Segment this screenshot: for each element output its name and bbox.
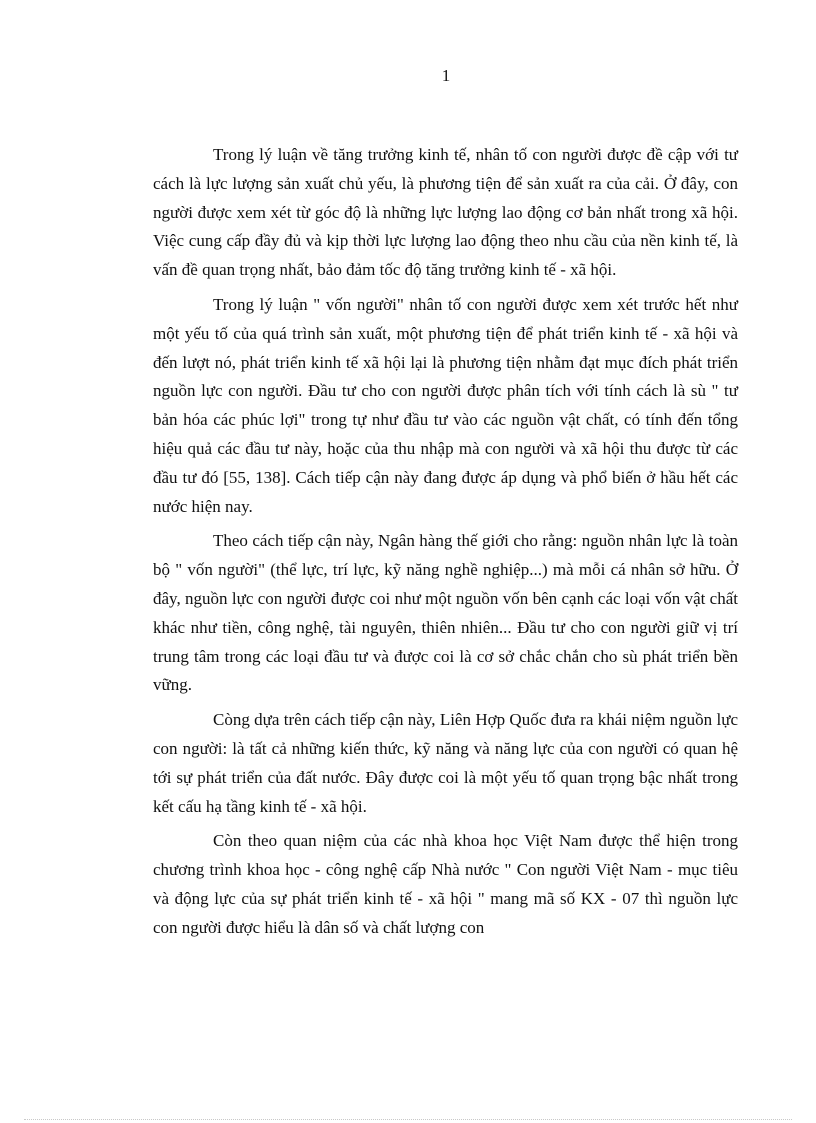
paragraph-3: Theo cách tiếp cận này, Ngân hàng thế giới cho rằng: nguồn nhân lực là toàn bộ " vốn người" (thể lực, trí lực, kỹ năng nghề nghiệp...) mà mỗi cá nhân sở hữu. Ở đây, nguồn lực con người được coi như một nguồn vốn bên cạnh các loại vốn vật chất khác như tiền, công nghệ, tài nguyên, thiên nhiên... Đầu tư cho con người giữ vị trí trung tâm trong các loại đầu tư và được coi là cơ sở chắc chắn cho sù phát triển bền vững.: [153, 531, 738, 695]
paragraph-4: Còng dựa trên cách tiếp cận này, Liên Hợp Quốc đưa ra khái niệm nguồn lực con người: là tất cả những kiến thức, kỹ năng và năng lực của con người có quan hệ tới sự phát triển của đất nước. Đây được coi là một yếu tố quan trọng bậc nhất trong kết cấu hạ tầng kinh tế - xã hội.: [153, 710, 738, 816]
paragraph-2: Trong lý luận " vốn người" nhân tố con người được xem xét trước hết như một yếu tố của quá trình sản xuất, một phương tiện để phát triển kinh tế - xã hội và đến lượt nó, phát triển kinh tế xã hội lại là phương tiện nhằm đạt mục đích phát triển nguồn lực con người. Đầu tư cho con người được phân tích với tính cách là sù " tư bản hóa các phúc lợi" trong tự như đầu tư vào các nguồn vật chất, có tính đến tổng hiệu quả các đầu tư này, hoặc của thu nhập mà con người và xã hội thu được từ các đầu tư đó [55, 138]. Cách tiếp cận này đang được áp dụng và phổ biến ở hầu hết các nước hiện nay.: [153, 294, 738, 516]
paragraph-1: Trong lý luận về tăng trưởng kinh tế, nhân tố con người được đề cập với tư cách là lực lượng sản xuất chủ yếu, là phương tiện để sản xuất ra của cải. Ở đây, con người được xem xét từ góc độ là những lực lượng lao động cơ bản nhất trong xã hội. Việc cung cấp đầy đủ và kịp thời lực lượng lao động theo nhu cầu của nền kinh tế, là vấn đề quan trọng nhất, bảo đảm tốc độ tăng trưởng kinh tế - xã hội.: [153, 145, 738, 280]
body-text: [153, 141, 738, 949]
page-bottom-divider: [24, 1119, 792, 1120]
paragraph-5: Còn theo quan niệm của các nhà khoa học Việt Nam được thể hiện trong chương trình khoa học - công nghệ cấp Nhà nước " Con người Việt Nam - mục tiêu và động lực của sự phát triển kinh tế - xã hội " mang mã số KX - 07 thì nguồn lực con người được hiểu là dân số và chất lượng con: [153, 831, 738, 937]
page-number: 1: [441, 66, 451, 85]
